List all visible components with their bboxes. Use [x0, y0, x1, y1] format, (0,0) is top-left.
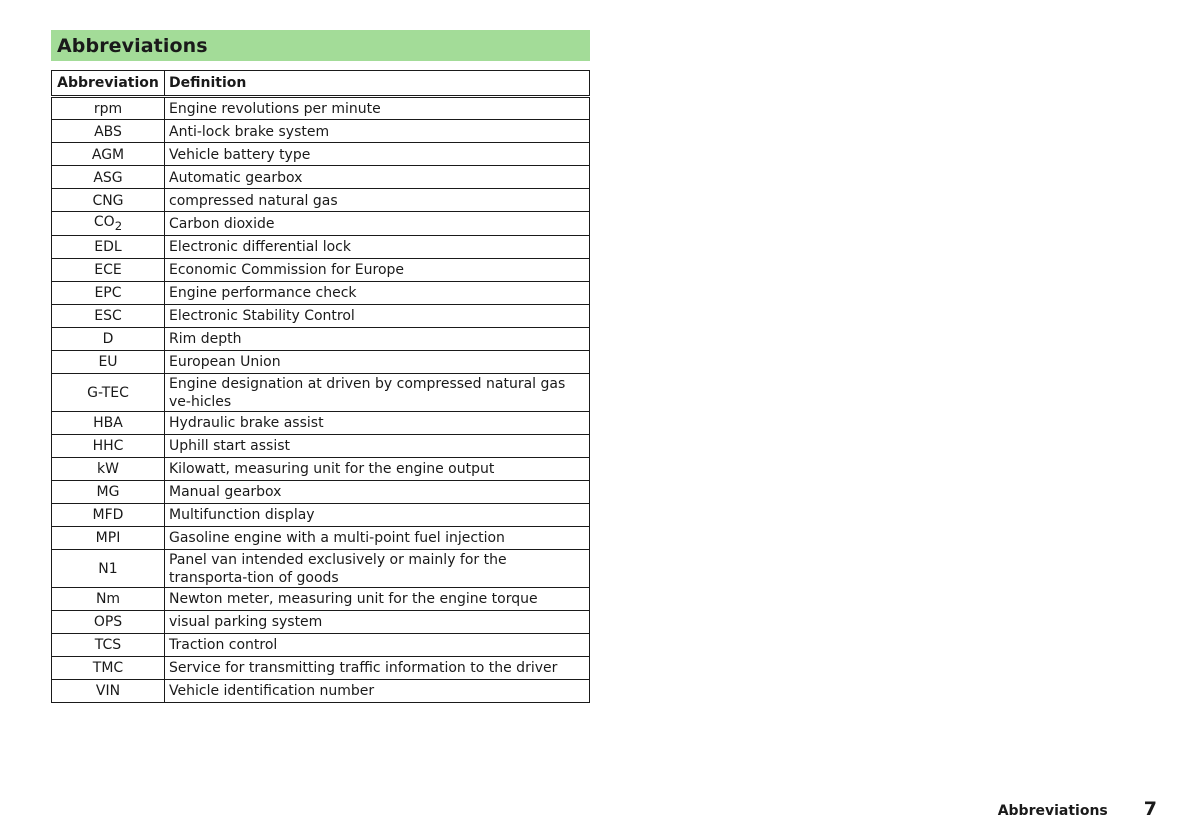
table-row: [52, 97, 590, 120]
abbreviation-cell: ABS: [52, 120, 165, 143]
definition-cell: Hydraulic brake assist: [165, 411, 590, 434]
table-row: [52, 235, 590, 258]
section-header: [51, 30, 590, 61]
abbreviation-cell: OPS: [52, 610, 165, 633]
definition-cell: Kilowatt, measuring unit for the engine output: [165, 457, 590, 480]
table-row: [52, 212, 590, 236]
abbreviation-cell: kW: [52, 457, 165, 480]
definition-cell: European Union: [165, 350, 590, 373]
abbreviation-cell: VIN: [52, 679, 165, 702]
table-row: [52, 120, 590, 143]
abbreviation-cell: D: [52, 327, 165, 350]
definition-cell: Multifunction display: [165, 503, 590, 526]
table-row: [52, 304, 590, 327]
definition-cell: Vehicle identification number: [165, 679, 590, 702]
definition-cell: Newton meter, measuring unit for the engine torque: [165, 587, 590, 610]
abbreviation-cell: ESC: [52, 304, 165, 327]
table-header-row: [52, 71, 590, 97]
definition-cell: compressed natural gas: [165, 189, 590, 212]
abbreviation-cell: MG: [52, 480, 165, 503]
abbreviation-cell: MPI: [52, 526, 165, 549]
table-row: [52, 189, 590, 212]
definition-cell: Economic Commission for Europe: [165, 258, 590, 281]
table-row: [52, 327, 590, 350]
section-title: Abbreviations: [57, 34, 208, 57]
definition-cell: Uphill start assist: [165, 434, 590, 457]
abbreviation-cell: N1: [52, 549, 165, 587]
table-row: [52, 503, 590, 526]
page-number: 7: [1143, 798, 1157, 820]
table-row: [52, 373, 590, 411]
page-footer: [998, 798, 1157, 820]
table-row: [52, 526, 590, 549]
abbreviation-cell: CNG: [52, 189, 165, 212]
abbreviation-cell: rpm: [52, 97, 165, 120]
abbreviation-cell: G-TEC: [52, 373, 165, 411]
table-row: [52, 434, 590, 457]
definition-cell: Gasoline engine with a multi-point fuel injection: [165, 526, 590, 549]
definition-cell: Traction control: [165, 633, 590, 656]
abbreviation-cell: HBA: [52, 411, 165, 434]
definition-cell: Manual gearbox: [165, 480, 590, 503]
abbreviation-cell: AGM: [52, 143, 165, 166]
abbreviation-cell: TMC: [52, 656, 165, 679]
table-row: [52, 610, 590, 633]
table-row: [52, 166, 590, 189]
abbreviation-cell: HHC: [52, 434, 165, 457]
definition-cell: Anti-lock brake system: [165, 120, 590, 143]
abbreviation-cell: EPC: [52, 281, 165, 304]
table-row: [52, 656, 590, 679]
abbreviation-cell: ECE: [52, 258, 165, 281]
definition-cell: Engine designation at driven by compressed natural gas ve-hicles: [165, 373, 590, 411]
abbreviations-table: [51, 70, 590, 703]
definition-cell: Service for transmitting traffic information to the driver: [165, 656, 590, 679]
table-row: [52, 679, 590, 702]
table-body: [52, 97, 590, 703]
table-row: [52, 281, 590, 304]
abbreviation-text: CO: [93, 214, 115, 230]
abbreviation-cell: [52, 212, 165, 236]
column-header-definition: Definition: [165, 71, 590, 97]
abbreviation-cell: TCS: [52, 633, 165, 656]
definition-cell: Engine revolutions per minute: [165, 97, 590, 120]
table-row: [52, 480, 590, 503]
table-row: [52, 143, 590, 166]
abbreviation-cell: MFD: [52, 503, 165, 526]
definition-cell: Panel van intended exclusively or mainly for the transporta-tion of goods: [165, 549, 590, 587]
definition-cell: Rim depth: [165, 327, 590, 350]
table-row: [52, 457, 590, 480]
abbreviation-subscript: 2: [114, 218, 123, 233]
column-header-abbreviation: Abbreviation: [52, 71, 165, 97]
definition-cell: Carbon dioxide: [165, 212, 590, 236]
abbreviation-cell: Nm: [52, 587, 165, 610]
footer-section-title: Abbreviations: [997, 803, 1108, 819]
table-row: [52, 549, 590, 587]
abbreviation-cell: EDL: [52, 235, 165, 258]
abbreviation-cell: EU: [52, 350, 165, 373]
definition-cell: visual parking system: [165, 610, 590, 633]
table-row: [52, 587, 590, 610]
table-row: [52, 633, 590, 656]
definition-cell: Vehicle battery type: [165, 143, 590, 166]
table-row: [52, 350, 590, 373]
definition-cell: Automatic gearbox: [165, 166, 590, 189]
abbreviation-cell: ASG: [52, 166, 165, 189]
table-row: [52, 411, 590, 434]
definition-cell: Electronic differential lock: [165, 235, 590, 258]
definition-cell: Engine performance check: [165, 281, 590, 304]
table-row: [52, 258, 590, 281]
definition-cell: Electronic Stability Control: [165, 304, 590, 327]
